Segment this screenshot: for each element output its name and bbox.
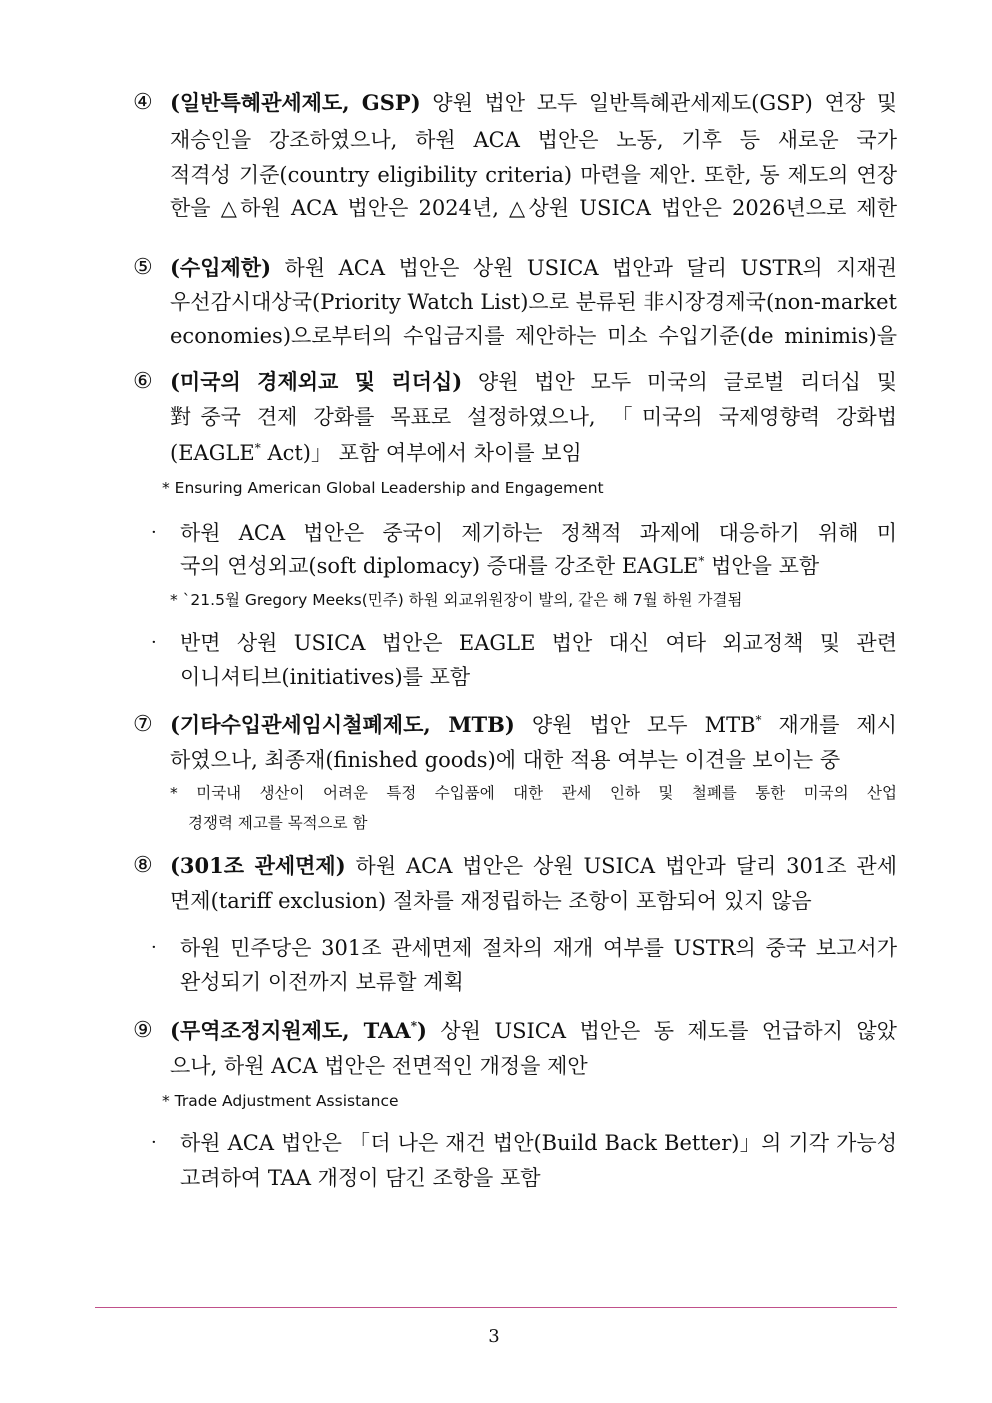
item-heading: (기타수입관세임시철폐제도, MTB)	[170, 712, 515, 737]
text-line: economies)으로부터의 수입금지를 제안하는 미소 수입기준(de minimis)을	[170, 324, 897, 348]
item-heading: (미국의 경제외교 및 리더십)	[170, 369, 463, 394]
footnote: * Ensuring American Global Leadership and Engagement	[162, 479, 604, 497]
item-number: ⑧	[133, 853, 153, 878]
footnote: 경쟁력 제고를 목적으로 함	[188, 814, 368, 832]
text-fragment: (EAGLE	[170, 441, 255, 465]
item-heading: (수입제한)	[170, 255, 272, 280]
text-line: 하원 ACA 법안은 상원 USICA 법안과 달리 301조 관세	[355, 854, 897, 878]
footer-divider	[95, 1307, 897, 1308]
text-line: 고려하여 TAA 개정이 담긴 조항을 포함	[180, 1166, 541, 1190]
item-heading	[170, 1018, 427, 1043]
text-line: 이니셔티브(initiatives)를 포함	[180, 665, 471, 689]
text-line: 양원 법안 모두 미국의 글로벌 리더십 및	[477, 370, 897, 394]
footnote-mark: *	[254, 441, 261, 455]
text-line: 하원 ACA 법안은 상원 USICA 법안과 달리 USTR의 지재권	[284, 256, 897, 280]
text-line: 면제(tariff exclusion) 절차를 재정립하는 조항이 포함되어 있지 않음	[170, 889, 812, 913]
item-number: ④	[133, 90, 153, 115]
item-heading: (301조 관세면제)	[170, 853, 346, 878]
text-line: 한을 △하원 ACA 법안은 2024년, △상원 USICA 법안은 2026년으로 제한	[170, 196, 897, 220]
footnote-mark: *	[410, 1019, 417, 1033]
bullet-icon: ·	[151, 522, 157, 543]
footnote: * Trade Adjustment Assistance	[162, 1092, 399, 1110]
item-number: ⑤	[133, 255, 153, 280]
text-fragment: 법안을 포함	[711, 554, 820, 578]
page-number: 3	[488, 1326, 500, 1347]
text-fragment: 국의 연성외교(soft diplomacy) 증대를 강조한 EAGLE	[180, 554, 699, 578]
footnote-mark: *	[698, 554, 705, 568]
text-fragment: 양원 법안 모두 MTB	[531, 713, 756, 737]
item-number: ⑨	[133, 1018, 153, 1043]
text-line: 반면 상원 USICA 법안은 EAGLE 법안 대신 여타 외교정책 및 관련	[180, 631, 897, 655]
text-line	[180, 551, 897, 581]
bullet-icon: ·	[151, 937, 157, 958]
text-line	[170, 438, 897, 468]
text-line: 하원 ACA 법안은 중국이 제기하는 정책적 과제에 대응하기 위해 미	[180, 521, 897, 545]
heading-text: (무역조정지원제도, TAA	[170, 1018, 411, 1043]
text-line: 적격성 기준(country eligibility criteria) 마련을 제안. 또한, 동 제도의 연장	[170, 163, 897, 187]
text-fragment: 재개를 제시	[778, 713, 897, 737]
footnote: * 미국내 생산이 어려운 특정 수입품에 대한 관세 인하 및 철폐를 통한 미국의 산업	[170, 784, 897, 802]
text-line: 양원 법안 모두 일반특혜관세제도(GSP) 연장 및	[432, 91, 897, 115]
text-line: 하였으나, 최종재(finished goods)에 대한 적용 여부는 이견을 보이는 중	[170, 748, 841, 772]
heading-text: )	[416, 1018, 427, 1043]
text-line: 재승인을 강조하였으나, 하원 ACA 법안은 노동, 기후 등 새로운 국가	[170, 128, 897, 152]
bullet-icon: ·	[151, 632, 157, 653]
item-number: ⑥	[133, 369, 153, 394]
text-line: 하원 민주당은 301조 관세면제 절차의 재개 여부를 USTR의 중국 보고서가	[180, 936, 897, 960]
text-line: 하원 ACA 법안은 「더 나은 재건 법안(Build Back Better)」의 기각 가능성	[180, 1131, 897, 1155]
item-heading: (일반특혜관세제도, GSP)	[170, 90, 421, 115]
text-line: 상원 USICA 법안은 동 제도를 언급하지 않았	[440, 1019, 897, 1043]
footnote-mark: *	[755, 713, 762, 727]
text-line: 對중국 견제 강화를 목표로 설정하였으나, 「미국의 국제영향력 강화법	[170, 405, 897, 429]
text-line: 완성되기 이전까지 보류할 계획	[180, 970, 464, 994]
text-line: 우선감시대상국(Priority Watch List)으로 분류된 非시장경제국(non-market	[170, 290, 897, 314]
bullet-icon: ·	[151, 1132, 157, 1153]
text-fragment: Act)」 포함 여부에서 차이를 보임	[267, 441, 582, 465]
text-line: 으나, 하원 ACA 법안은 전면적인 개정을 제안	[170, 1054, 588, 1078]
footnote: * `21.5월 Gregory Meeks(민주) 하원 외교위원장이 발의, 같은 해 7월 하원 가결됨	[170, 591, 743, 609]
item-number: ⑦	[133, 712, 153, 737]
